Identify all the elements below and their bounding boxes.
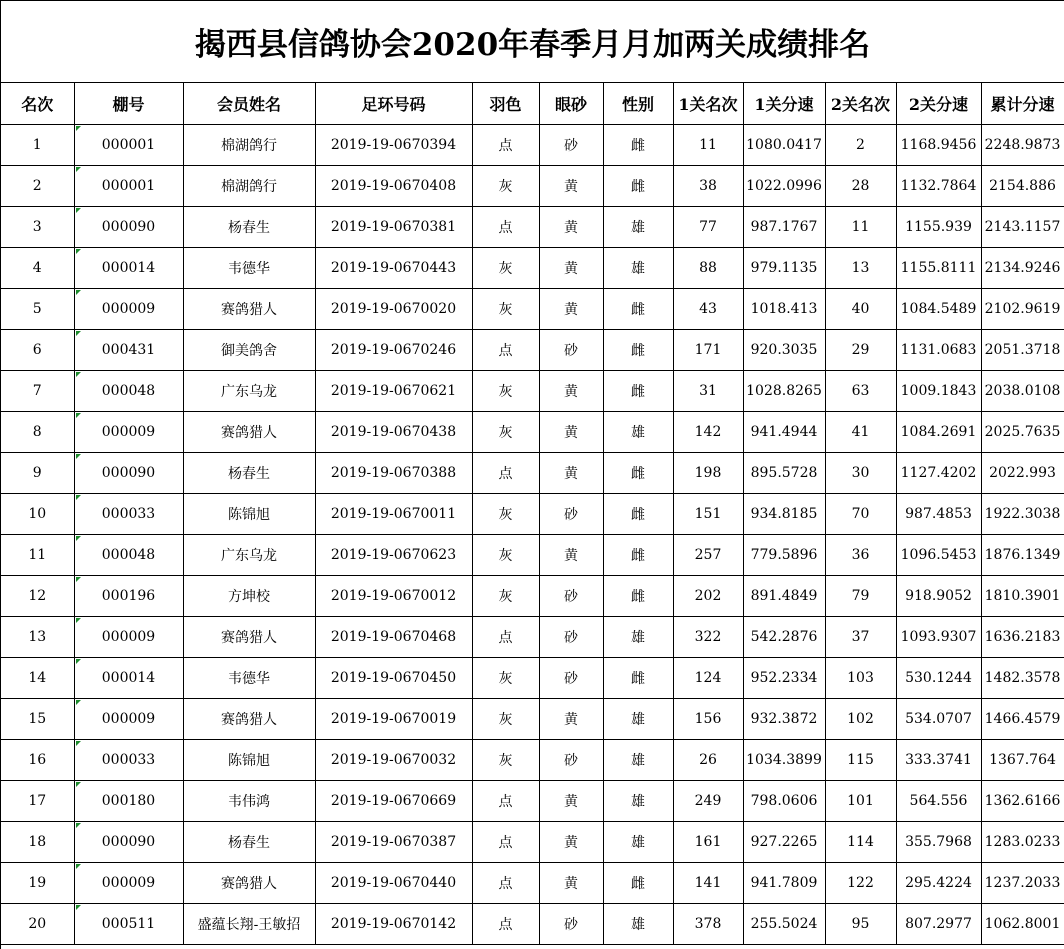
cell-race2-rank: 2	[825, 125, 896, 166]
cell-race2-rank: 122	[825, 863, 896, 904]
header-eye-sign: 眼砂	[539, 83, 603, 125]
cell-race2-rank: 79	[825, 576, 896, 617]
cell-eye-sign: 砂	[539, 494, 603, 535]
cell-rank: 17	[1, 781, 74, 822]
cell-total-speed: 1482.3578	[981, 658, 1064, 699]
cell-ring-number: 2019-19-0670443	[315, 248, 472, 289]
cell-race1-speed: 941.7809	[743, 863, 825, 904]
cell-eye-sign: 黄	[539, 535, 603, 576]
cell-race2-speed: 1132.7864	[896, 166, 981, 207]
cell-feather-color: 灰	[472, 166, 539, 207]
cell-race1-rank: 151	[673, 494, 743, 535]
cell-loft-number: 000196	[74, 576, 183, 617]
cell-race2-rank: 40	[825, 289, 896, 330]
cell-member-name: 杨春生	[183, 822, 315, 863]
cell-race2-rank: 63	[825, 371, 896, 412]
cell-marker-icon	[76, 372, 81, 377]
table-row	[1, 412, 1064, 453]
header-feather-color: 羽色	[472, 83, 539, 125]
cell-sex: 雌	[603, 576, 673, 617]
cell-ring-number: 2019-19-0670388	[315, 453, 472, 494]
cell-race1-speed: 927.2265	[743, 822, 825, 863]
cell-sex: 雄	[603, 207, 673, 248]
table-row	[1, 330, 1064, 371]
cell-eye-sign: 黄	[539, 863, 603, 904]
cell-member-name: 方坤校	[183, 576, 315, 617]
cell-race2-speed: 564.556	[896, 781, 981, 822]
cell-total-speed: 1636.2183	[981, 617, 1064, 658]
cell-sex: 雌	[603, 289, 673, 330]
cell-feather-color: 灰	[472, 576, 539, 617]
cell-rank: 12	[1, 576, 74, 617]
cell-ring-number: 2019-19-0670408	[315, 166, 472, 207]
cell-loft-number: 000009	[74, 289, 183, 330]
cell-race2-speed: 987.4853	[896, 494, 981, 535]
cell-feather-color: 灰	[472, 699, 539, 740]
cell-ring-number: 2019-19-0670019	[315, 699, 472, 740]
cell-race2-rank: 30	[825, 453, 896, 494]
cell-race2-speed: 530.1244	[896, 658, 981, 699]
cell-race1-rank: 11	[673, 125, 743, 166]
sheet-title: 揭西县信鸽协会2020年春季月月加两关成绩排名	[1, 1, 1064, 83]
cell-marker-icon	[76, 823, 81, 828]
cell-rank: 2	[1, 166, 74, 207]
cell-loft-number: 000090	[74, 207, 183, 248]
cell-total-speed: 2154.886	[981, 166, 1064, 207]
table-row	[1, 494, 1064, 535]
cell-race2-rank: 36	[825, 535, 896, 576]
cell-race1-rank: 31	[673, 371, 743, 412]
cell-race2-speed: 1155.939	[896, 207, 981, 248]
cell-race1-rank: 198	[673, 453, 743, 494]
cell-race1-rank: 142	[673, 412, 743, 453]
cell-eye-sign: 黄	[539, 166, 603, 207]
table-row	[1, 904, 1064, 945]
cell-eye-sign: 砂	[539, 617, 603, 658]
cell-member-name: 赛鸽猎人	[183, 863, 315, 904]
cell-race1-speed: 979.1135	[743, 248, 825, 289]
cell-race1-rank: 43	[673, 289, 743, 330]
cell-sex: 雄	[603, 822, 673, 863]
cell-rank: 10	[1, 494, 74, 535]
cell-eye-sign: 砂	[539, 658, 603, 699]
cell-race2-speed: 1084.2691	[896, 412, 981, 453]
cell-marker-icon	[76, 782, 81, 787]
cell-race2-rank: 102	[825, 699, 896, 740]
cell-race1-speed: 779.5896	[743, 535, 825, 576]
cell-feather-color: 灰	[472, 371, 539, 412]
cell-race1-rank: 88	[673, 248, 743, 289]
cell-member-name: 棉湖鸽行	[183, 125, 315, 166]
cell-eye-sign: 黄	[539, 371, 603, 412]
cell-sex: 雌	[603, 330, 673, 371]
table-row	[1, 166, 1064, 207]
cell-sex: 雌	[603, 371, 673, 412]
cell-marker-icon	[76, 290, 81, 295]
cell-loft-number: 000009	[74, 412, 183, 453]
cell-race2-rank: 29	[825, 330, 896, 371]
cell-rank: 6	[1, 330, 74, 371]
cell-race2-speed: 807.2977	[896, 904, 981, 945]
cell-eye-sign: 砂	[539, 904, 603, 945]
cell-race2-speed: 1096.5453	[896, 535, 981, 576]
cell-total-speed: 1922.3038	[981, 494, 1064, 535]
cell-total-speed: 2134.9246	[981, 248, 1064, 289]
cell-rank: 7	[1, 371, 74, 412]
cell-total-speed: 2022.993	[981, 453, 1064, 494]
cell-race2-speed: 1084.5489	[896, 289, 981, 330]
cell-marker-icon	[76, 413, 81, 418]
cell-member-name: 赛鸽猎人	[183, 699, 315, 740]
cell-ring-number: 2019-19-0670623	[315, 535, 472, 576]
cell-eye-sign: 黄	[539, 412, 603, 453]
cell-race1-speed: 987.1767	[743, 207, 825, 248]
cell-sex: 雄	[603, 617, 673, 658]
cell-race1-rank: 26	[673, 740, 743, 781]
cell-marker-icon	[76, 167, 81, 172]
cell-rank: 15	[1, 699, 74, 740]
cell-marker-icon	[76, 495, 81, 500]
cell-ring-number: 2019-19-0670450	[315, 658, 472, 699]
cell-eye-sign: 黄	[539, 453, 603, 494]
cell-feather-color: 点	[472, 453, 539, 494]
table-row	[1, 289, 1064, 330]
cell-sex: 雌	[603, 166, 673, 207]
cell-race2-rank: 41	[825, 412, 896, 453]
cell-total-speed: 2038.0108	[981, 371, 1064, 412]
cell-race1-speed: 542.2876	[743, 617, 825, 658]
cell-loft-number: 000014	[74, 248, 183, 289]
table-row	[1, 781, 1064, 822]
cell-sex: 雌	[603, 125, 673, 166]
cell-rank: 20	[1, 904, 74, 945]
cell-total-speed: 1062.8001	[981, 904, 1064, 945]
cell-race2-rank: 13	[825, 248, 896, 289]
header-race2-speed: 2关分速	[896, 83, 981, 125]
cell-marker-icon	[76, 700, 81, 705]
cell-marker-icon	[76, 905, 81, 910]
cell-race1-rank: 77	[673, 207, 743, 248]
cell-total-speed: 1466.4579	[981, 699, 1064, 740]
cell-ring-number: 2019-19-0670246	[315, 330, 472, 371]
cell-rank: 9	[1, 453, 74, 494]
cell-marker-icon	[76, 331, 81, 336]
cell-loft-number: 000009	[74, 863, 183, 904]
cell-race1-speed: 255.5024	[743, 904, 825, 945]
cell-total-speed: 1237.2033	[981, 863, 1064, 904]
cell-eye-sign: 砂	[539, 576, 603, 617]
cell-loft-number: 000033	[74, 740, 183, 781]
cell-eye-sign: 黄	[539, 207, 603, 248]
header-sex: 性别	[603, 83, 673, 125]
header-race2-rank: 2关名次	[825, 83, 896, 125]
cell-race1-speed: 1018.413	[743, 289, 825, 330]
table-row	[1, 207, 1064, 248]
cell-race1-speed: 895.5728	[743, 453, 825, 494]
cell-race1-rank: 171	[673, 330, 743, 371]
cell-race2-speed: 1131.0683	[896, 330, 981, 371]
header-loft-number: 棚号	[74, 83, 183, 125]
cell-eye-sign: 黄	[539, 781, 603, 822]
cell-feather-color: 灰	[472, 412, 539, 453]
cell-feather-color: 点	[472, 781, 539, 822]
cell-ring-number: 2019-19-0670669	[315, 781, 472, 822]
cell-race1-rank: 141	[673, 863, 743, 904]
cell-rank: 11	[1, 535, 74, 576]
cell-member-name: 棉湖鸽行	[183, 166, 315, 207]
table-row	[1, 576, 1064, 617]
cell-feather-color: 灰	[472, 248, 539, 289]
cell-total-speed: 2143.1157	[981, 207, 1064, 248]
cell-race2-speed: 1168.9456	[896, 125, 981, 166]
cell-feather-color: 点	[472, 125, 539, 166]
cell-ring-number: 2019-19-0670440	[315, 863, 472, 904]
cell-race2-rank: 11	[825, 207, 896, 248]
cell-race2-speed: 1009.1843	[896, 371, 981, 412]
table-row	[1, 453, 1064, 494]
cell-sex: 雌	[603, 494, 673, 535]
cell-race1-rank: 257	[673, 535, 743, 576]
cell-race1-rank: 156	[673, 699, 743, 740]
cell-rank: 16	[1, 740, 74, 781]
cell-feather-color: 点	[472, 904, 539, 945]
cell-total-speed: 1876.1349	[981, 535, 1064, 576]
cell-ring-number: 2019-19-0670012	[315, 576, 472, 617]
cell-race1-speed: 891.4849	[743, 576, 825, 617]
cell-race2-rank: 70	[825, 494, 896, 535]
cell-ring-number: 2019-19-0670020	[315, 289, 472, 330]
cell-loft-number: 000180	[74, 781, 183, 822]
cell-sex: 雄	[603, 699, 673, 740]
cell-member-name: 赛鸽猎人	[183, 617, 315, 658]
cell-loft-number: 000001	[74, 125, 183, 166]
table-row	[1, 658, 1064, 699]
cell-race2-speed: 918.9052	[896, 576, 981, 617]
cell-sex: 雄	[603, 412, 673, 453]
cell-member-name: 韦德华	[183, 658, 315, 699]
cell-eye-sign: 黄	[539, 248, 603, 289]
cell-eye-sign: 砂	[539, 125, 603, 166]
cell-member-name: 御美鸽舍	[183, 330, 315, 371]
cell-rank: 19	[1, 863, 74, 904]
table-row	[1, 125, 1064, 166]
cell-feather-color: 灰	[472, 658, 539, 699]
cell-total-speed: 1362.6166	[981, 781, 1064, 822]
cell-feather-color: 灰	[472, 740, 539, 781]
cell-ring-number: 2019-19-0670394	[315, 125, 472, 166]
cell-loft-number: 000033	[74, 494, 183, 535]
cell-race1-speed: 920.3035	[743, 330, 825, 371]
cell-loft-number: 000048	[74, 371, 183, 412]
cell-loft-number: 000048	[74, 535, 183, 576]
cell-ring-number: 2019-19-0670387	[315, 822, 472, 863]
cell-ring-number: 2019-19-0670438	[315, 412, 472, 453]
table-row	[1, 822, 1064, 863]
header-row	[1, 83, 1064, 125]
table-row	[1, 371, 1064, 412]
cell-marker-icon	[76, 249, 81, 254]
cell-member-name: 杨春生	[183, 453, 315, 494]
cell-member-name: 韦德华	[183, 248, 315, 289]
cell-rank: 14	[1, 658, 74, 699]
cell-eye-sign: 黄	[539, 822, 603, 863]
cell-race2-rank: 95	[825, 904, 896, 945]
cell-race1-speed: 1022.0996	[743, 166, 825, 207]
cell-rank: 8	[1, 412, 74, 453]
cell-ring-number: 2019-19-0670142	[315, 904, 472, 945]
cell-total-speed: 1810.3901	[981, 576, 1064, 617]
cell-race2-speed: 1127.4202	[896, 453, 981, 494]
cell-sex: 雄	[603, 904, 673, 945]
cell-sex: 雌	[603, 535, 673, 576]
cell-ring-number: 2019-19-0670011	[315, 494, 472, 535]
header-race1-speed: 1关分速	[743, 83, 825, 125]
table-row	[1, 617, 1064, 658]
cell-race2-rank: 101	[825, 781, 896, 822]
cell-race1-rank: 124	[673, 658, 743, 699]
cell-member-name: 韦伟鸿	[183, 781, 315, 822]
cell-marker-icon	[76, 536, 81, 541]
cell-race2-speed: 355.7968	[896, 822, 981, 863]
cell-total-speed: 2051.3718	[981, 330, 1064, 371]
cell-loft-number: 000001	[74, 166, 183, 207]
cell-rank: 18	[1, 822, 74, 863]
cell-race1-rank: 202	[673, 576, 743, 617]
header-member-name: 会员姓名	[183, 83, 315, 125]
cell-race2-rank: 114	[825, 822, 896, 863]
cell-race2-speed: 295.4224	[896, 863, 981, 904]
cell-rank: 13	[1, 617, 74, 658]
cell-marker-icon	[76, 208, 81, 213]
cell-marker-icon	[76, 126, 81, 131]
cell-race1-speed: 1028.8265	[743, 371, 825, 412]
cell-race1-speed: 934.8185	[743, 494, 825, 535]
cell-loft-number: 000009	[74, 617, 183, 658]
cell-race2-rank: 37	[825, 617, 896, 658]
table-row	[1, 740, 1064, 781]
cell-race1-rank: 378	[673, 904, 743, 945]
cell-marker-icon	[76, 741, 81, 746]
cell-marker-icon	[76, 659, 81, 664]
cell-race1-speed: 941.4944	[743, 412, 825, 453]
cell-member-name: 广东乌龙	[183, 535, 315, 576]
cell-member-name: 陈锦旭	[183, 740, 315, 781]
cell-loft-number: 000511	[74, 904, 183, 945]
cell-ring-number: 2019-19-0670032	[315, 740, 472, 781]
cell-race1-speed: 798.0606	[743, 781, 825, 822]
cell-loft-number: 000090	[74, 453, 183, 494]
header-race1-rank: 1关名次	[673, 83, 743, 125]
cell-race2-rank: 115	[825, 740, 896, 781]
cell-race1-rank: 38	[673, 166, 743, 207]
cell-sex: 雄	[603, 248, 673, 289]
cell-race1-speed: 1034.3899	[743, 740, 825, 781]
cell-total-speed: 1283.0233	[981, 822, 1064, 863]
cell-total-speed: 2102.9619	[981, 289, 1064, 330]
cell-eye-sign: 砂	[539, 740, 603, 781]
cell-race2-rank: 28	[825, 166, 896, 207]
cell-marker-icon	[76, 618, 81, 623]
cell-eye-sign: 黄	[539, 699, 603, 740]
cell-feather-color: 点	[472, 863, 539, 904]
cell-member-name: 杨春生	[183, 207, 315, 248]
cell-total-speed: 2248.9873	[981, 125, 1064, 166]
cell-loft-number: 000009	[74, 699, 183, 740]
cell-loft-number: 000431	[74, 330, 183, 371]
header-rank: 名次	[1, 83, 74, 125]
cell-race2-speed: 1155.8111	[896, 248, 981, 289]
cell-feather-color: 点	[472, 330, 539, 371]
table-row	[1, 699, 1064, 740]
cell-race2-rank: 103	[825, 658, 896, 699]
cell-race2-speed: 333.3741	[896, 740, 981, 781]
cell-feather-color: 灰	[472, 494, 539, 535]
cell-race2-speed: 534.0707	[896, 699, 981, 740]
cell-ring-number: 2019-19-0670621	[315, 371, 472, 412]
cell-loft-number: 000090	[74, 822, 183, 863]
cell-member-name: 陈锦旭	[183, 494, 315, 535]
ranking-table	[1, 83, 1064, 945]
table-row	[1, 535, 1064, 576]
cell-ring-number: 2019-19-0670381	[315, 207, 472, 248]
cell-member-name: 盛蕴长翔-王敏招	[183, 904, 315, 945]
cell-loft-number: 000014	[74, 658, 183, 699]
cell-member-name: 赛鸽猎人	[183, 289, 315, 330]
cell-marker-icon	[76, 454, 81, 459]
cell-eye-sign: 黄	[539, 289, 603, 330]
cell-sex: 雌	[603, 863, 673, 904]
cell-eye-sign: 砂	[539, 330, 603, 371]
cell-marker-icon	[76, 864, 81, 869]
cell-member-name: 广东乌龙	[183, 371, 315, 412]
cell-rank: 4	[1, 248, 74, 289]
cell-feather-color: 点	[472, 617, 539, 658]
table-row	[1, 248, 1064, 289]
cell-rank: 1	[1, 125, 74, 166]
cell-total-speed: 1367.764	[981, 740, 1064, 781]
cell-feather-color: 灰	[472, 289, 539, 330]
cell-total-speed: 2025.7635	[981, 412, 1064, 453]
cell-race1-rank: 249	[673, 781, 743, 822]
header-total-speed: 累计分速	[981, 83, 1064, 125]
cell-race1-rank: 161	[673, 822, 743, 863]
cell-feather-color: 点	[472, 822, 539, 863]
cell-rank: 5	[1, 289, 74, 330]
header-ring-number: 足环号码	[315, 83, 472, 125]
cell-race2-speed: 1093.9307	[896, 617, 981, 658]
cell-rank: 3	[1, 207, 74, 248]
cell-race1-speed: 932.3872	[743, 699, 825, 740]
cell-race1-rank: 322	[673, 617, 743, 658]
cell-race1-speed: 1080.0417	[743, 125, 825, 166]
table-row	[1, 863, 1064, 904]
cell-sex: 雌	[603, 453, 673, 494]
cell-sex: 雄	[603, 781, 673, 822]
cell-race1-speed: 952.2334	[743, 658, 825, 699]
cell-marker-icon	[76, 577, 81, 582]
cell-sex: 雄	[603, 740, 673, 781]
cell-member-name: 赛鸽猎人	[183, 412, 315, 453]
cell-ring-number: 2019-19-0670468	[315, 617, 472, 658]
cell-sex: 雌	[603, 658, 673, 699]
cell-feather-color: 灰	[472, 535, 539, 576]
cell-feather-color: 点	[472, 207, 539, 248]
